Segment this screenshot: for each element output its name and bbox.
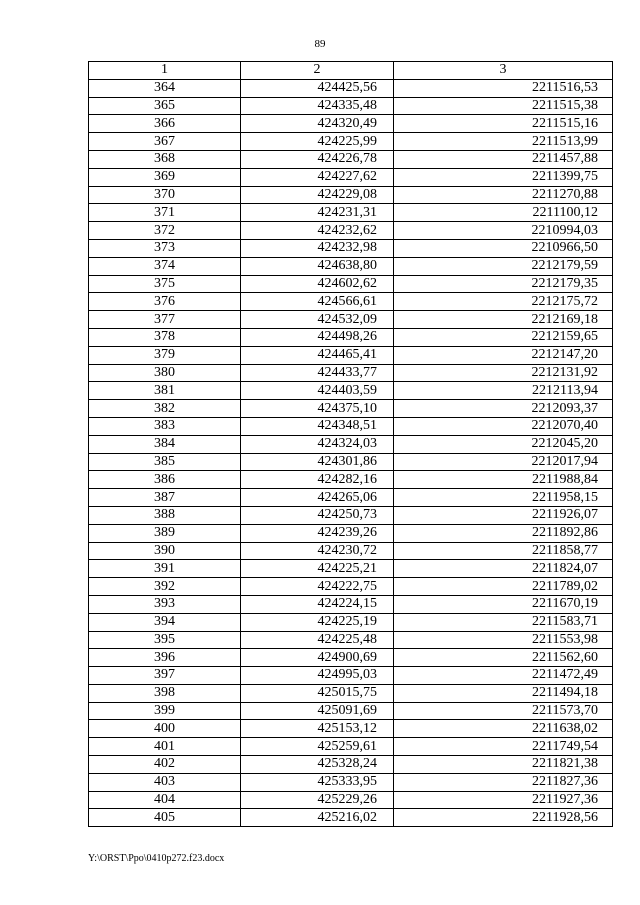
table-row	[89, 506, 613, 524]
point-number-cell: 399	[89, 702, 241, 720]
x-coordinate-cell: 424638,80	[241, 257, 394, 275]
x-coordinate-cell: 424602,62	[241, 275, 394, 293]
table-row	[89, 738, 613, 756]
point-number-cell: 388	[89, 506, 241, 524]
table-row	[89, 293, 613, 311]
y-coordinate-cell: 2212045,20	[394, 435, 613, 453]
file-path-footer: Y:\ORST\Ppo\0410p272.f23.docx	[88, 853, 225, 864]
x-coordinate-cell: 424282,16	[241, 471, 394, 489]
y-coordinate-cell: 2211928,56	[394, 809, 613, 827]
point-number-cell: 366	[89, 115, 241, 133]
table-row	[89, 79, 613, 97]
y-coordinate-cell: 2210994,03	[394, 222, 613, 240]
point-number-cell: 370	[89, 186, 241, 204]
x-coordinate-cell: 424433,77	[241, 364, 394, 382]
y-coordinate-cell: 2211100,12	[394, 204, 613, 222]
point-number-cell: 364	[89, 79, 241, 97]
x-coordinate-cell: 425259,61	[241, 738, 394, 756]
x-coordinate-cell: 424225,19	[241, 613, 394, 631]
y-coordinate-cell: 2212131,92	[394, 364, 613, 382]
x-coordinate-cell: 424301,86	[241, 453, 394, 471]
table-row	[89, 382, 613, 400]
y-coordinate-cell: 2211399,75	[394, 168, 613, 186]
table-row	[89, 560, 613, 578]
y-coordinate-cell: 2211573,70	[394, 702, 613, 720]
table-row	[89, 311, 613, 329]
x-coordinate-cell: 424239,26	[241, 524, 394, 542]
table-row	[89, 150, 613, 168]
y-coordinate-cell: 2211583,71	[394, 613, 613, 631]
column-header-3: 3	[394, 62, 613, 80]
y-coordinate-cell: 2212147,20	[394, 346, 613, 364]
y-coordinate-cell: 2211824,07	[394, 560, 613, 578]
table-row	[89, 542, 613, 560]
point-number-cell: 373	[89, 239, 241, 257]
table-row	[89, 489, 613, 507]
y-coordinate-cell: 2212017,94	[394, 453, 613, 471]
table-row	[89, 524, 613, 542]
y-coordinate-cell: 2211927,36	[394, 791, 613, 809]
point-number-cell: 394	[89, 613, 241, 631]
table-row	[89, 115, 613, 133]
y-coordinate-cell: 2211789,02	[394, 578, 613, 596]
table-row	[89, 756, 613, 774]
x-coordinate-cell: 424232,98	[241, 239, 394, 257]
table-row	[89, 364, 613, 382]
y-coordinate-cell: 2212070,40	[394, 417, 613, 435]
point-number-cell: 392	[89, 578, 241, 596]
x-coordinate-cell: 424375,10	[241, 400, 394, 418]
table-row	[89, 667, 613, 685]
point-number-cell: 377	[89, 311, 241, 329]
point-number-cell: 367	[89, 133, 241, 151]
coordinates-table	[88, 61, 613, 827]
table-row	[89, 328, 613, 346]
point-number-cell: 372	[89, 222, 241, 240]
table-row	[89, 186, 613, 204]
point-number-cell: 389	[89, 524, 241, 542]
table-row	[89, 97, 613, 115]
x-coordinate-cell: 424225,21	[241, 560, 394, 578]
table-row	[89, 809, 613, 827]
table-row	[89, 453, 613, 471]
x-coordinate-cell: 424566,61	[241, 293, 394, 311]
point-number-cell: 401	[89, 738, 241, 756]
table-row	[89, 204, 613, 222]
x-coordinate-cell: 425328,24	[241, 756, 394, 774]
table-row	[89, 239, 613, 257]
point-number-cell: 398	[89, 684, 241, 702]
x-coordinate-cell: 424250,73	[241, 506, 394, 524]
x-coordinate-cell: 424900,69	[241, 649, 394, 667]
table-header	[89, 62, 613, 80]
y-coordinate-cell: 2211749,54	[394, 738, 613, 756]
point-number-cell: 402	[89, 756, 241, 774]
x-coordinate-cell: 424324,03	[241, 435, 394, 453]
x-coordinate-cell: 424265,06	[241, 489, 394, 507]
y-coordinate-cell: 2212113,94	[394, 382, 613, 400]
point-number-cell: 390	[89, 542, 241, 560]
x-coordinate-cell: 424425,56	[241, 79, 394, 97]
x-coordinate-cell: 425153,12	[241, 720, 394, 738]
y-coordinate-cell: 2211638,02	[394, 720, 613, 738]
table-body	[89, 79, 613, 826]
point-number-cell: 384	[89, 435, 241, 453]
point-number-cell: 404	[89, 791, 241, 809]
y-coordinate-cell: 2212169,18	[394, 311, 613, 329]
y-coordinate-cell: 2211988,84	[394, 471, 613, 489]
y-coordinate-cell: 2211562,60	[394, 649, 613, 667]
x-coordinate-cell: 424232,62	[241, 222, 394, 240]
table-row	[89, 471, 613, 489]
header-row	[89, 62, 613, 80]
point-number-cell: 396	[89, 649, 241, 667]
y-coordinate-cell: 2212175,72	[394, 293, 613, 311]
table-row	[89, 275, 613, 293]
x-coordinate-cell: 425333,95	[241, 773, 394, 791]
point-number-cell: 365	[89, 97, 241, 115]
point-number-cell: 405	[89, 809, 241, 827]
x-coordinate-cell: 425229,26	[241, 791, 394, 809]
point-number-cell: 385	[89, 453, 241, 471]
table-row	[89, 346, 613, 364]
x-coordinate-cell: 424230,72	[241, 542, 394, 560]
table-row	[89, 417, 613, 435]
table-row	[89, 257, 613, 275]
point-number-cell: 403	[89, 773, 241, 791]
x-coordinate-cell: 425091,69	[241, 702, 394, 720]
point-number-cell: 397	[89, 667, 241, 685]
point-number-cell: 374	[89, 257, 241, 275]
y-coordinate-cell: 2211515,16	[394, 115, 613, 133]
x-coordinate-cell: 424403,59	[241, 382, 394, 400]
point-number-cell: 391	[89, 560, 241, 578]
x-coordinate-cell: 425216,02	[241, 809, 394, 827]
point-number-cell: 395	[89, 631, 241, 649]
table-row	[89, 631, 613, 649]
table-row	[89, 133, 613, 151]
table-row	[89, 773, 613, 791]
x-coordinate-cell: 425015,75	[241, 684, 394, 702]
point-number-cell: 371	[89, 204, 241, 222]
point-number-cell: 368	[89, 150, 241, 168]
y-coordinate-cell: 2211270,88	[394, 186, 613, 204]
y-coordinate-cell: 2211553,98	[394, 631, 613, 649]
y-coordinate-cell: 2211892,86	[394, 524, 613, 542]
x-coordinate-cell: 424225,99	[241, 133, 394, 151]
y-coordinate-cell: 2210966,50	[394, 239, 613, 257]
x-coordinate-cell: 424225,48	[241, 631, 394, 649]
table-row	[89, 435, 613, 453]
page-number: 89	[314, 38, 326, 50]
x-coordinate-cell: 424227,62	[241, 168, 394, 186]
point-number-cell: 387	[89, 489, 241, 507]
table-row	[89, 720, 613, 738]
x-coordinate-cell: 424226,78	[241, 150, 394, 168]
table-row	[89, 649, 613, 667]
x-coordinate-cell: 424222,75	[241, 578, 394, 596]
column-header-1: 1	[89, 62, 241, 80]
y-coordinate-cell: 2211827,36	[394, 773, 613, 791]
table-row	[89, 595, 613, 613]
y-coordinate-cell: 2211858,77	[394, 542, 613, 560]
y-coordinate-cell: 2211670,19	[394, 595, 613, 613]
x-coordinate-cell: 424532,09	[241, 311, 394, 329]
y-coordinate-cell: 2211513,99	[394, 133, 613, 151]
point-number-cell: 375	[89, 275, 241, 293]
table-row	[89, 400, 613, 418]
y-coordinate-cell: 2211457,88	[394, 150, 613, 168]
y-coordinate-cell: 2211958,15	[394, 489, 613, 507]
table-row	[89, 578, 613, 596]
point-number-cell: 376	[89, 293, 241, 311]
x-coordinate-cell: 424231,31	[241, 204, 394, 222]
x-coordinate-cell: 424224,15	[241, 595, 394, 613]
x-coordinate-cell: 424995,03	[241, 667, 394, 685]
y-coordinate-cell: 2211472,49	[394, 667, 613, 685]
y-coordinate-cell: 2211494,18	[394, 684, 613, 702]
x-coordinate-cell: 424229,08	[241, 186, 394, 204]
y-coordinate-cell: 2211821,38	[394, 756, 613, 774]
y-coordinate-cell: 2212093,37	[394, 400, 613, 418]
point-number-cell: 393	[89, 595, 241, 613]
y-coordinate-cell: 2212159,65	[394, 328, 613, 346]
table-row	[89, 168, 613, 186]
y-coordinate-cell: 2212179,35	[394, 275, 613, 293]
x-coordinate-cell: 424348,51	[241, 417, 394, 435]
point-number-cell: 400	[89, 720, 241, 738]
table-row	[89, 222, 613, 240]
point-number-cell: 381	[89, 382, 241, 400]
column-header-2: 2	[241, 62, 394, 80]
table-row	[89, 613, 613, 631]
point-number-cell: 386	[89, 471, 241, 489]
point-number-cell: 383	[89, 417, 241, 435]
table-row	[89, 702, 613, 720]
x-coordinate-cell: 424335,48	[241, 97, 394, 115]
table-row	[89, 791, 613, 809]
y-coordinate-cell: 2211516,53	[394, 79, 613, 97]
x-coordinate-cell: 424320,49	[241, 115, 394, 133]
x-coordinate-cell: 424498,26	[241, 328, 394, 346]
point-number-cell: 382	[89, 400, 241, 418]
y-coordinate-cell: 2211926,07	[394, 506, 613, 524]
x-coordinate-cell: 424465,41	[241, 346, 394, 364]
point-number-cell: 378	[89, 328, 241, 346]
y-coordinate-cell: 2211515,38	[394, 97, 613, 115]
y-coordinate-cell: 2212179,59	[394, 257, 613, 275]
point-number-cell: 380	[89, 364, 241, 382]
point-number-cell: 369	[89, 168, 241, 186]
point-number-cell: 379	[89, 346, 241, 364]
table-row	[89, 684, 613, 702]
